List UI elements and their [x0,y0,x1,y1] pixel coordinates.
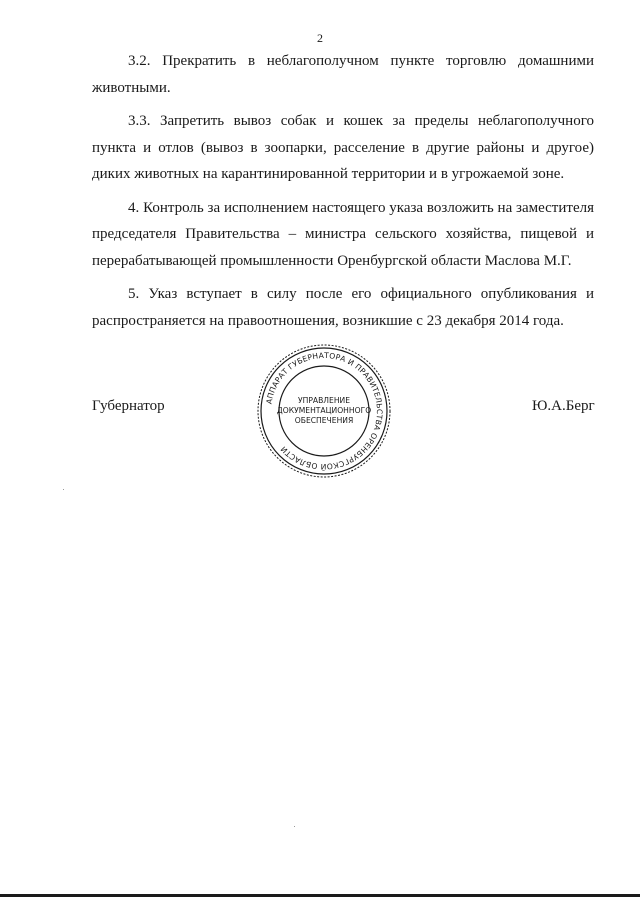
seal-center-line-3: ОБЕСПЕЧЕНИЯ [294,416,354,425]
signatory-name: Ю.А.Берг [532,398,595,414]
paragraph-3-2: 3.2. Прекратить в неблагополучном пункте торговлю домашними животными. [92,53,594,96]
seal-center-line-2: ДОКУМЕНТАЦИОННОГО [276,406,372,415]
official-seal [256,343,392,479]
document-body [92,48,594,341]
seal-center-line-1: УПРАВЛЕНИЕ [297,396,351,405]
page-number: 2 [317,31,323,45]
paragraph-5: 5. Указ вступает в силу после его официального опубликования и распространяется на правоотношения, возникшие с 23 декабря 2014 года. [92,286,594,329]
seal-ring-text: АППАРАТ ГУБЕРНАТОРА И ПРАВИТЕЛЬСТВА ОРЕНБУРГСКОЙ ОБЛАСТИ [264,350,385,472]
paragraph-4: 4. Контроль за исполнением настоящего указа возложить на заместителя председателя Правительства – министра сельского хозяйства, пищевой и перерабатывающей промышленности Оренбургской области Маслова М.Г. [92,199,594,269]
bottom-edge-rule [0,894,640,897]
scan-speck [63,489,64,490]
signatory-title: Губернатор [92,398,165,414]
paragraph-3-3: 3.3. Запретить вывоз собак и кошек за пределы неблагополучного пункта и отлов (вывоз в зоопарки, расселение в другие районы и другое) диких животных на карантинированной территории и в угрожаемой зоне. [92,113,594,182]
scan-speck [294,826,295,827]
